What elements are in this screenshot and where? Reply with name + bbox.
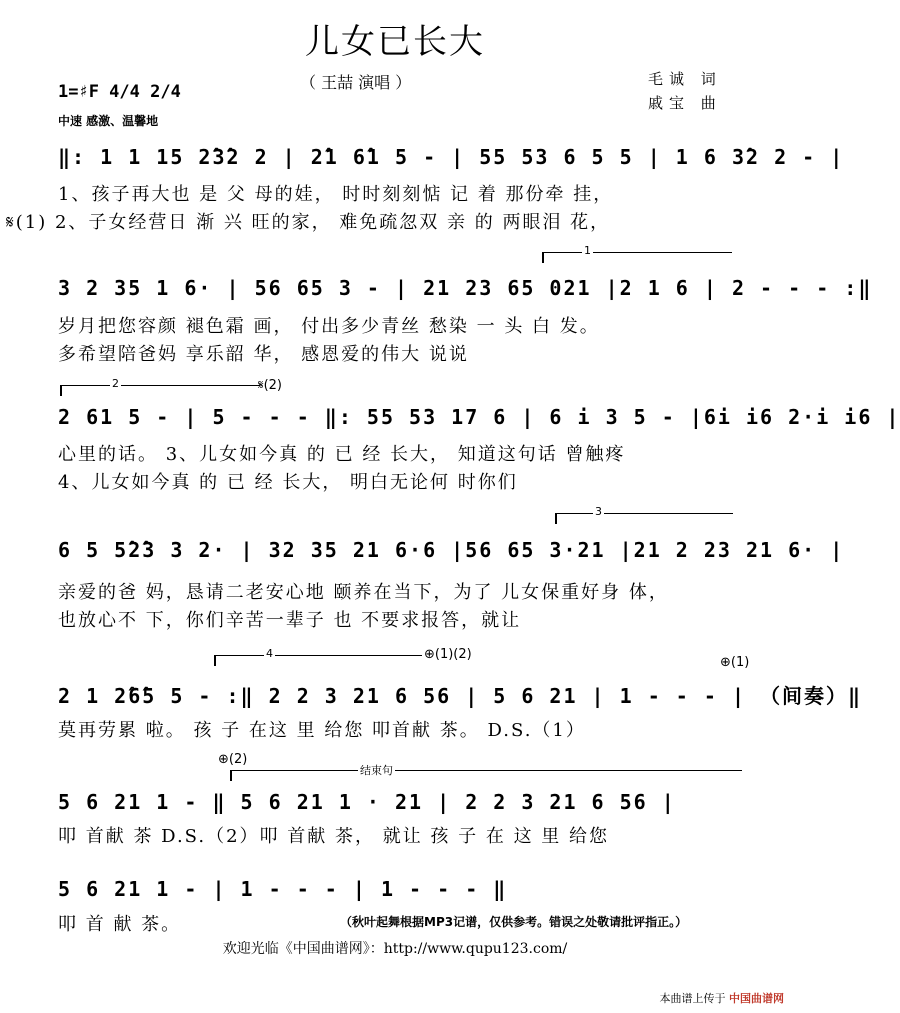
notation-row: 5 6 21 1 - | 1 - - - | 1 - - - ‖ bbox=[58, 877, 508, 901]
tempo-marking: 中速 感激、温馨地 bbox=[58, 114, 159, 128]
coda-sign: ⊕(1) bbox=[720, 655, 750, 670]
lyric-line: 1、孩子再大也 是 父 母的娃， 时时刻刻惦 记 着 那份牵 挂， bbox=[58, 184, 614, 205]
notation-row: ‖: 1 1 15 2̂3̂2 2 | 2̂1 6̂1 5 - | 55 53 6 5 5 | 1 6 3̂2 2 - | bbox=[58, 145, 845, 169]
segno-sign: 𝄋(2) bbox=[258, 378, 283, 393]
volta-bracket-1: 1 bbox=[542, 252, 732, 253]
song-title: 儿女已长大 bbox=[305, 22, 485, 62]
notation-row: 3 2 35 1 6· | 56 65 3 - | 21 23 65 021 |2 1 6 | 2 - - - :‖ bbox=[58, 276, 873, 300]
lyric-line: 4、儿女如今真 的 已 经 长大， 明白无论何 时你们 bbox=[58, 472, 518, 493]
volta-bracket-2: 2 bbox=[60, 385, 260, 386]
notation-row: 6 5 5̂2̂3 3 2· | 32 35 21 6·6 |56 65 3·21 |21 2 23 21 6· | bbox=[58, 538, 845, 562]
lyric-line: 莫再劳累 啦。 孩 子 在这 里 给您 叩首献 茶。 D.S.（1） bbox=[58, 720, 586, 741]
coda-sign: ⊕(1)(2) bbox=[424, 647, 472, 662]
lyric-line: 心里的话。 3、儿女如今真 的 已 经 长大， 知道这句话 曾触疼 bbox=[58, 444, 626, 465]
lyric-line: 叩 首 献 茶。 bbox=[58, 914, 182, 935]
site-brand: 中国曲谱网 bbox=[729, 992, 784, 1005]
singer-credit: （ 王喆 演唱 ） bbox=[300, 73, 412, 92]
lyricist-credit: 毛诚 词 bbox=[648, 70, 722, 88]
lyric-line: 也放心不 下，你们辛苦一辈子 也 不要求报答，就让 bbox=[58, 610, 522, 631]
lyric-line: 岁月把您容颜 褪色霜 画， 付出多少青丝 愁染 一 头 白 发。 bbox=[58, 316, 600, 337]
lyric-line: 叩 首献 茶 D.S.（2）叩 首献 茶， 就让 孩 子 在 这 里 给您 bbox=[58, 826, 610, 847]
key-signature: 1=♯F 4/4 2/4 bbox=[58, 82, 181, 102]
lyric-line: 多希望陪爸妈 享乐韶 华， 感恩爱的伟大 说说 bbox=[58, 344, 469, 365]
notation-row: 2 1 2̂6̂5 5 - :‖ 2 2 3 21 6 56 | 5 6 21 | 1 - - - | （间奏）‖ bbox=[58, 684, 863, 708]
transcriber-note: （秋叶起舞根据MP3记谱，仅供参考。错误之处敬请批评指正。） bbox=[340, 915, 688, 929]
coda-sign: ⊕(2) bbox=[218, 752, 248, 767]
lyric-line: 亲爱的爸 妈，恳请二老安心地 颐养在当下，为了 儿女保重好身 体， bbox=[58, 582, 669, 603]
website-footer: 欢迎光临《中国曲谱网》：http://www.qupu123.com/ bbox=[222, 941, 568, 957]
composer-credit: 戚宝 曲 bbox=[648, 94, 722, 112]
notation-row: 5 6 21 1 - ‖ 5 6 21 1 · 21 | 2 2 3 21 6 56 | bbox=[58, 790, 676, 814]
notation-row: 2 61 5 - | 5 - - - ‖: 55 53 17 6 | 6 i 3 5 - |6i i6 2·i i6 | bbox=[58, 405, 900, 429]
volta-bracket-4: 4 bbox=[214, 655, 422, 656]
upload-source bbox=[660, 990, 785, 1006]
upload-prefix: 本曲谱上传于 bbox=[659, 992, 726, 1005]
lyric-line: 𝄋(1) 2、子女经营日 渐 兴 旺的家， 难免疏忽双 亲 的 两眼泪 花， bbox=[6, 212, 611, 233]
ending-bracket: 结束句 bbox=[230, 770, 742, 771]
volta-bracket-3: 3 bbox=[555, 513, 733, 514]
